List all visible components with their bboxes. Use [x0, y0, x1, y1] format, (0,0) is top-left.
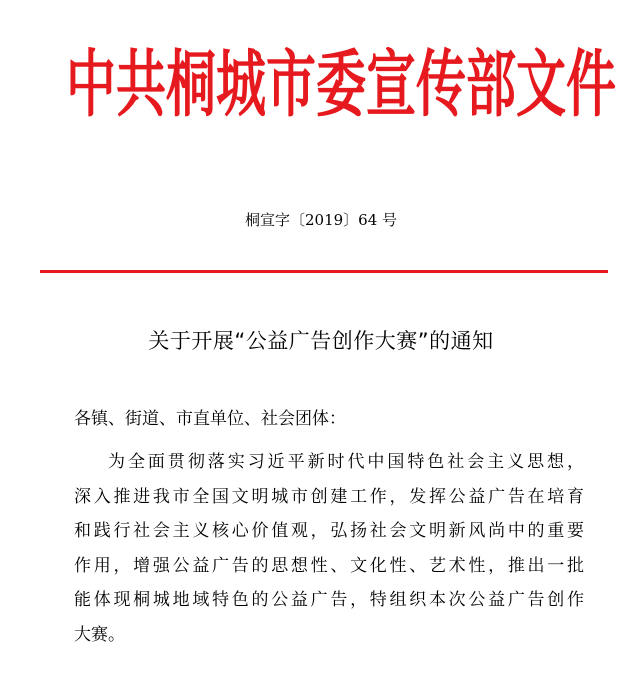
- salutation: 各镇、街道、市直单位、社会团体：: [74, 409, 346, 429]
- header-title-char: 城: [216, 42, 266, 128]
- header-title-char: 件: [566, 42, 616, 128]
- header-title-char: 部: [466, 42, 516, 128]
- header-title-char: 委: [316, 42, 366, 128]
- body-line: 深入推进我市全国文明城市创建工作，发挥公益广告在培育: [74, 486, 584, 507]
- header-title-char: 文: [516, 42, 566, 128]
- body-line: 大赛。: [74, 624, 125, 645]
- red-divider-line: [40, 270, 608, 273]
- body-paragraph: [74, 445, 584, 653]
- header-title-char: 共: [116, 42, 166, 128]
- header-title-char: 市: [266, 42, 316, 128]
- body-line: 为全面贯彻落实习近平新时代中国特色社会主义思想，: [108, 452, 584, 472]
- body-line: 和践行社会主义核心价值观，弘扬社会文明新风尚中的重要: [74, 521, 584, 542]
- notice-title: 关于开展“公益广告创作大赛”的通知: [148, 329, 494, 353]
- header-title-char: 宣: [366, 42, 416, 128]
- document-header-title: [66, 20, 616, 151]
- body-line: 作用，增强公益广告的思想性、文化性、艺术性，推出一批: [74, 555, 584, 576]
- header-title-char: 中: [66, 42, 116, 128]
- body-line: 能体现桐城地域特色的公益广告，特组织本次公益广告创作: [74, 590, 584, 611]
- document-number: 桐宣字〔2019〕64 号: [244, 211, 398, 229]
- header-title-char: 桐: [166, 42, 216, 128]
- header-title-char: 传: [416, 42, 466, 128]
